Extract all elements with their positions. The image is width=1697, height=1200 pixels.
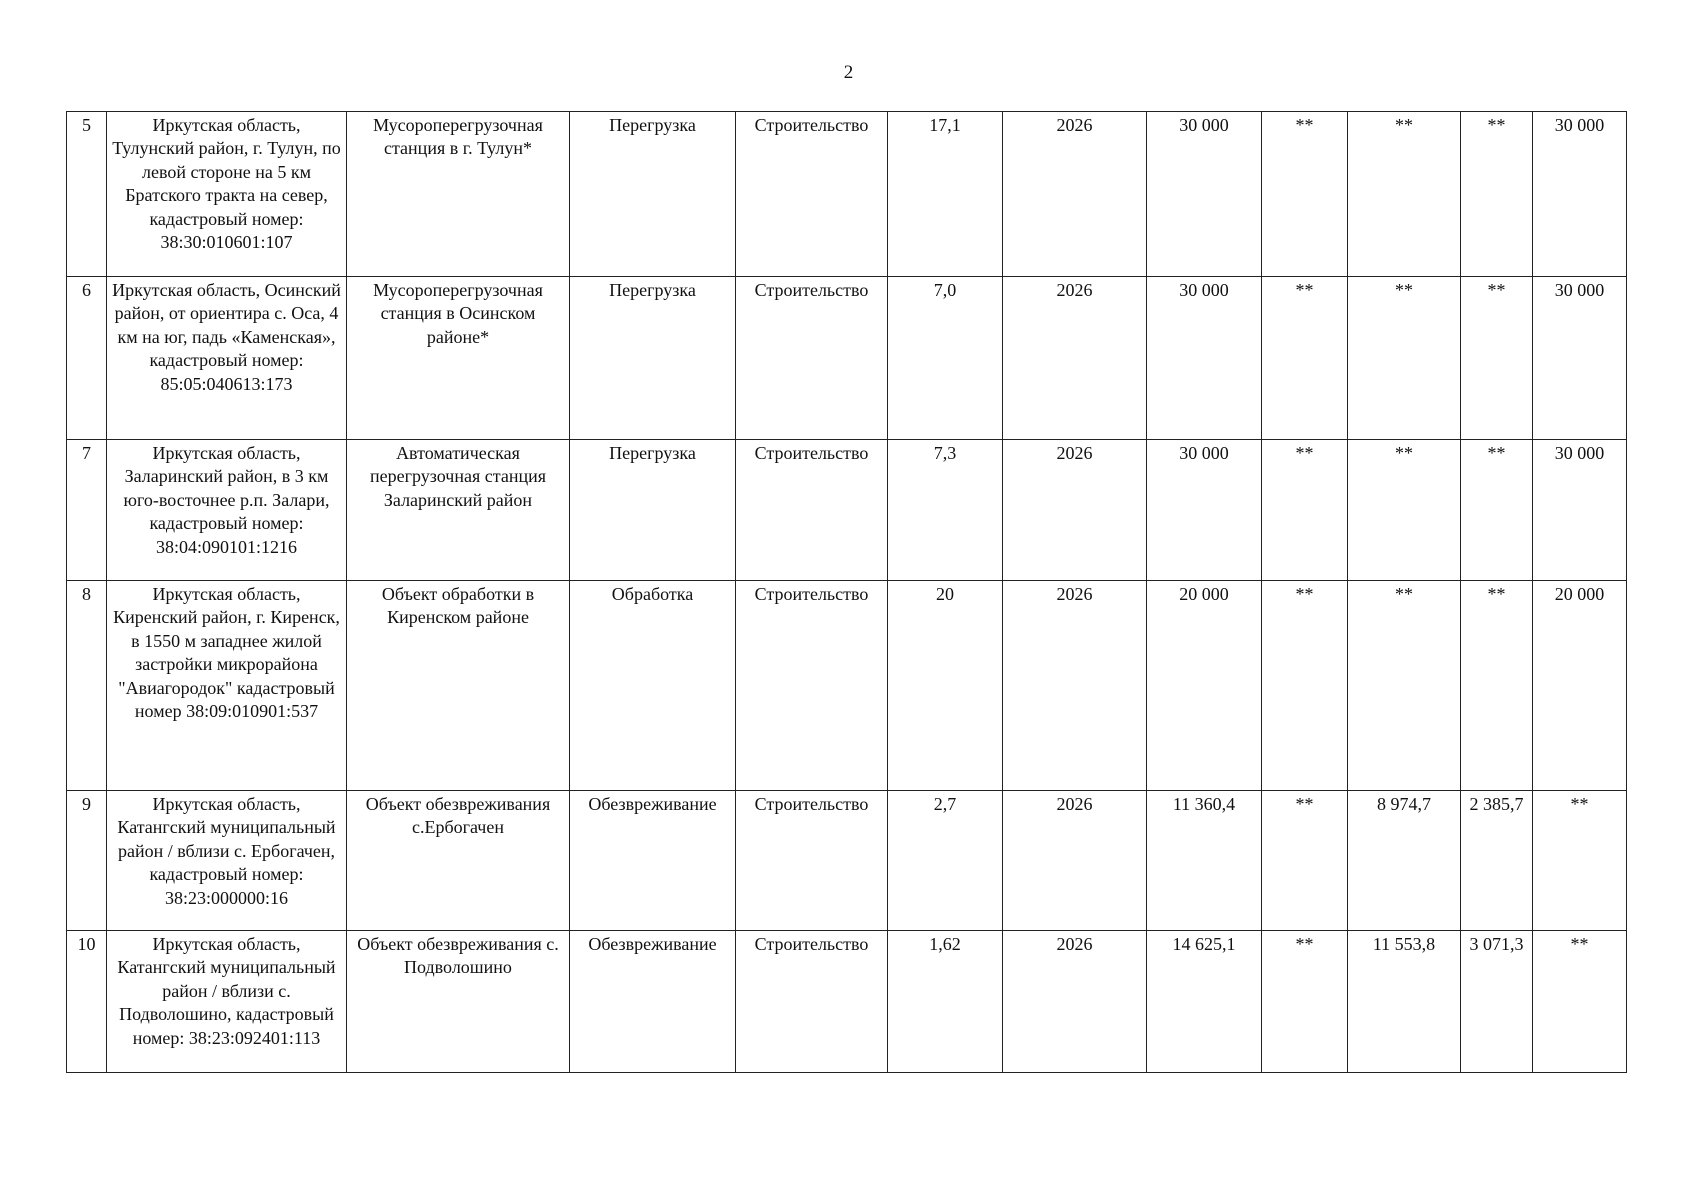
capacity-cell: 2,7 bbox=[888, 791, 1003, 931]
funding-cell-2: ** bbox=[1348, 277, 1461, 440]
capacity-cell: 20 bbox=[888, 581, 1003, 791]
funding-cell-2: 11 553,8 bbox=[1348, 931, 1461, 1073]
year-cell: 2026 bbox=[1003, 931, 1147, 1073]
capacity-cell: 7,3 bbox=[888, 440, 1003, 581]
capacity-cell: 17,1 bbox=[888, 112, 1003, 277]
funding-cell-1: ** bbox=[1262, 931, 1348, 1073]
funding-cell-3: ** bbox=[1461, 440, 1533, 581]
activity-type-cell: Обезвреживание bbox=[570, 931, 736, 1073]
funding-cell-3: 3 071,3 bbox=[1461, 931, 1533, 1073]
funding-cell-4: ** bbox=[1533, 791, 1627, 931]
facility-name-cell: Мусороперегрузочная станция в Осинском районе* bbox=[347, 277, 570, 440]
work-type-cell: Строительство bbox=[736, 277, 888, 440]
page-number: 2 bbox=[843, 62, 854, 83]
table-row bbox=[67, 581, 1627, 791]
funding-cell-1: ** bbox=[1262, 791, 1348, 931]
total-cell: 30 000 bbox=[1147, 112, 1262, 277]
funding-cell-1: ** bbox=[1262, 581, 1348, 791]
work-type-cell: Строительство bbox=[736, 581, 888, 791]
table-row bbox=[67, 440, 1627, 581]
total-cell: 14 625,1 bbox=[1147, 931, 1262, 1073]
facility-name-cell: Объект обработки в Киренском районе bbox=[347, 581, 570, 791]
capacity-cell: 7,0 bbox=[888, 277, 1003, 440]
year-cell: 2026 bbox=[1003, 581, 1147, 791]
funding-cell-4: 30 000 bbox=[1533, 277, 1627, 440]
work-type-cell: Строительство bbox=[736, 931, 888, 1073]
capacity-cell: 1,62 bbox=[888, 931, 1003, 1073]
total-cell: 30 000 bbox=[1147, 277, 1262, 440]
row-number: 5 bbox=[67, 112, 107, 277]
facility-name-cell: Автоматическая перегрузочная станция Заларинский район bbox=[347, 440, 570, 581]
facilities-table bbox=[66, 111, 1627, 1073]
location-cell: Иркутская область, Тулунский район, г. Тулун, по левой стороне на 5 км Братского тракта на север, кадастровый номер: 38:30:010601:107 bbox=[107, 112, 347, 277]
facility-name-cell: Объект обезвреживания с. Подволошино bbox=[347, 931, 570, 1073]
funding-cell-2: ** bbox=[1348, 581, 1461, 791]
facility-name-cell: Объект обезвреживания с.Ербогачен bbox=[347, 791, 570, 931]
activity-type-cell: Обработка bbox=[570, 581, 736, 791]
funding-cell-3: ** bbox=[1461, 277, 1533, 440]
year-cell: 2026 bbox=[1003, 277, 1147, 440]
location-cell: Иркутская область, Заларинский район, в 3 км юго-восточнее р.п. Залари, кадастровый номер: 38:04:090101:1216 bbox=[107, 440, 347, 581]
funding-cell-4: 30 000 bbox=[1533, 112, 1627, 277]
location-cell: Иркутская область, Катангский муниципальный район / вблизи с. Подволошино, кадастровый номер: 38:23:092401:113 bbox=[107, 931, 347, 1073]
row-number: 10 bbox=[67, 931, 107, 1073]
activity-type-cell: Перегрузка bbox=[570, 277, 736, 440]
total-cell: 30 000 bbox=[1147, 440, 1262, 581]
year-cell: 2026 bbox=[1003, 112, 1147, 277]
work-type-cell: Строительство bbox=[736, 112, 888, 277]
funding-cell-4: 30 000 bbox=[1533, 440, 1627, 581]
year-cell: 2026 bbox=[1003, 791, 1147, 931]
funding-cell-2: ** bbox=[1348, 112, 1461, 277]
total-cell: 11 360,4 bbox=[1147, 791, 1262, 931]
funding-cell-2: ** bbox=[1348, 440, 1461, 581]
activity-type-cell: Перегрузка bbox=[570, 112, 736, 277]
activity-type-cell: Обезвреживание bbox=[570, 791, 736, 931]
table-row bbox=[67, 112, 1627, 277]
funding-cell-3: ** bbox=[1461, 581, 1533, 791]
work-type-cell: Строительство bbox=[736, 791, 888, 931]
row-number: 7 bbox=[67, 440, 107, 581]
funding-cell-1: ** bbox=[1262, 112, 1348, 277]
activity-type-cell: Перегрузка bbox=[570, 440, 736, 581]
work-type-cell: Строительство bbox=[736, 440, 888, 581]
funding-cell-2: 8 974,7 bbox=[1348, 791, 1461, 931]
location-cell: Иркутская область, Катангский муниципальный район / вблизи с. Ербогачен, кадастровый номер: 38:23:000000:16 bbox=[107, 791, 347, 931]
year-cell: 2026 bbox=[1003, 440, 1147, 581]
table-row bbox=[67, 931, 1627, 1073]
total-cell: 20 000 bbox=[1147, 581, 1262, 791]
table-row bbox=[67, 791, 1627, 931]
funding-cell-4: ** bbox=[1533, 931, 1627, 1073]
row-number: 8 bbox=[67, 581, 107, 791]
table-row bbox=[67, 277, 1627, 440]
funding-cell-3: ** bbox=[1461, 112, 1533, 277]
location-cell: Иркутская область, Киренский район, г. Киренск, в 1550 м западнее жилой застройки микрорайона "Авиагородок" кадастровый номер 38:09:010901:537 bbox=[107, 581, 347, 791]
funding-cell-1: ** bbox=[1262, 277, 1348, 440]
location-cell: Иркутская область, Осинский район, от ориентира с. Оса, 4 км на юг, падь «Каменская», кадастровый номер: 85:05:040613:173 bbox=[107, 277, 347, 440]
row-number: 9 bbox=[67, 791, 107, 931]
funding-cell-3: 2 385,7 bbox=[1461, 791, 1533, 931]
funding-cell-4: 20 000 bbox=[1533, 581, 1627, 791]
facility-name-cell: Мусороперегрузочная станция в г. Тулун* bbox=[347, 112, 570, 277]
funding-cell-1: ** bbox=[1262, 440, 1348, 581]
row-number: 6 bbox=[67, 277, 107, 440]
